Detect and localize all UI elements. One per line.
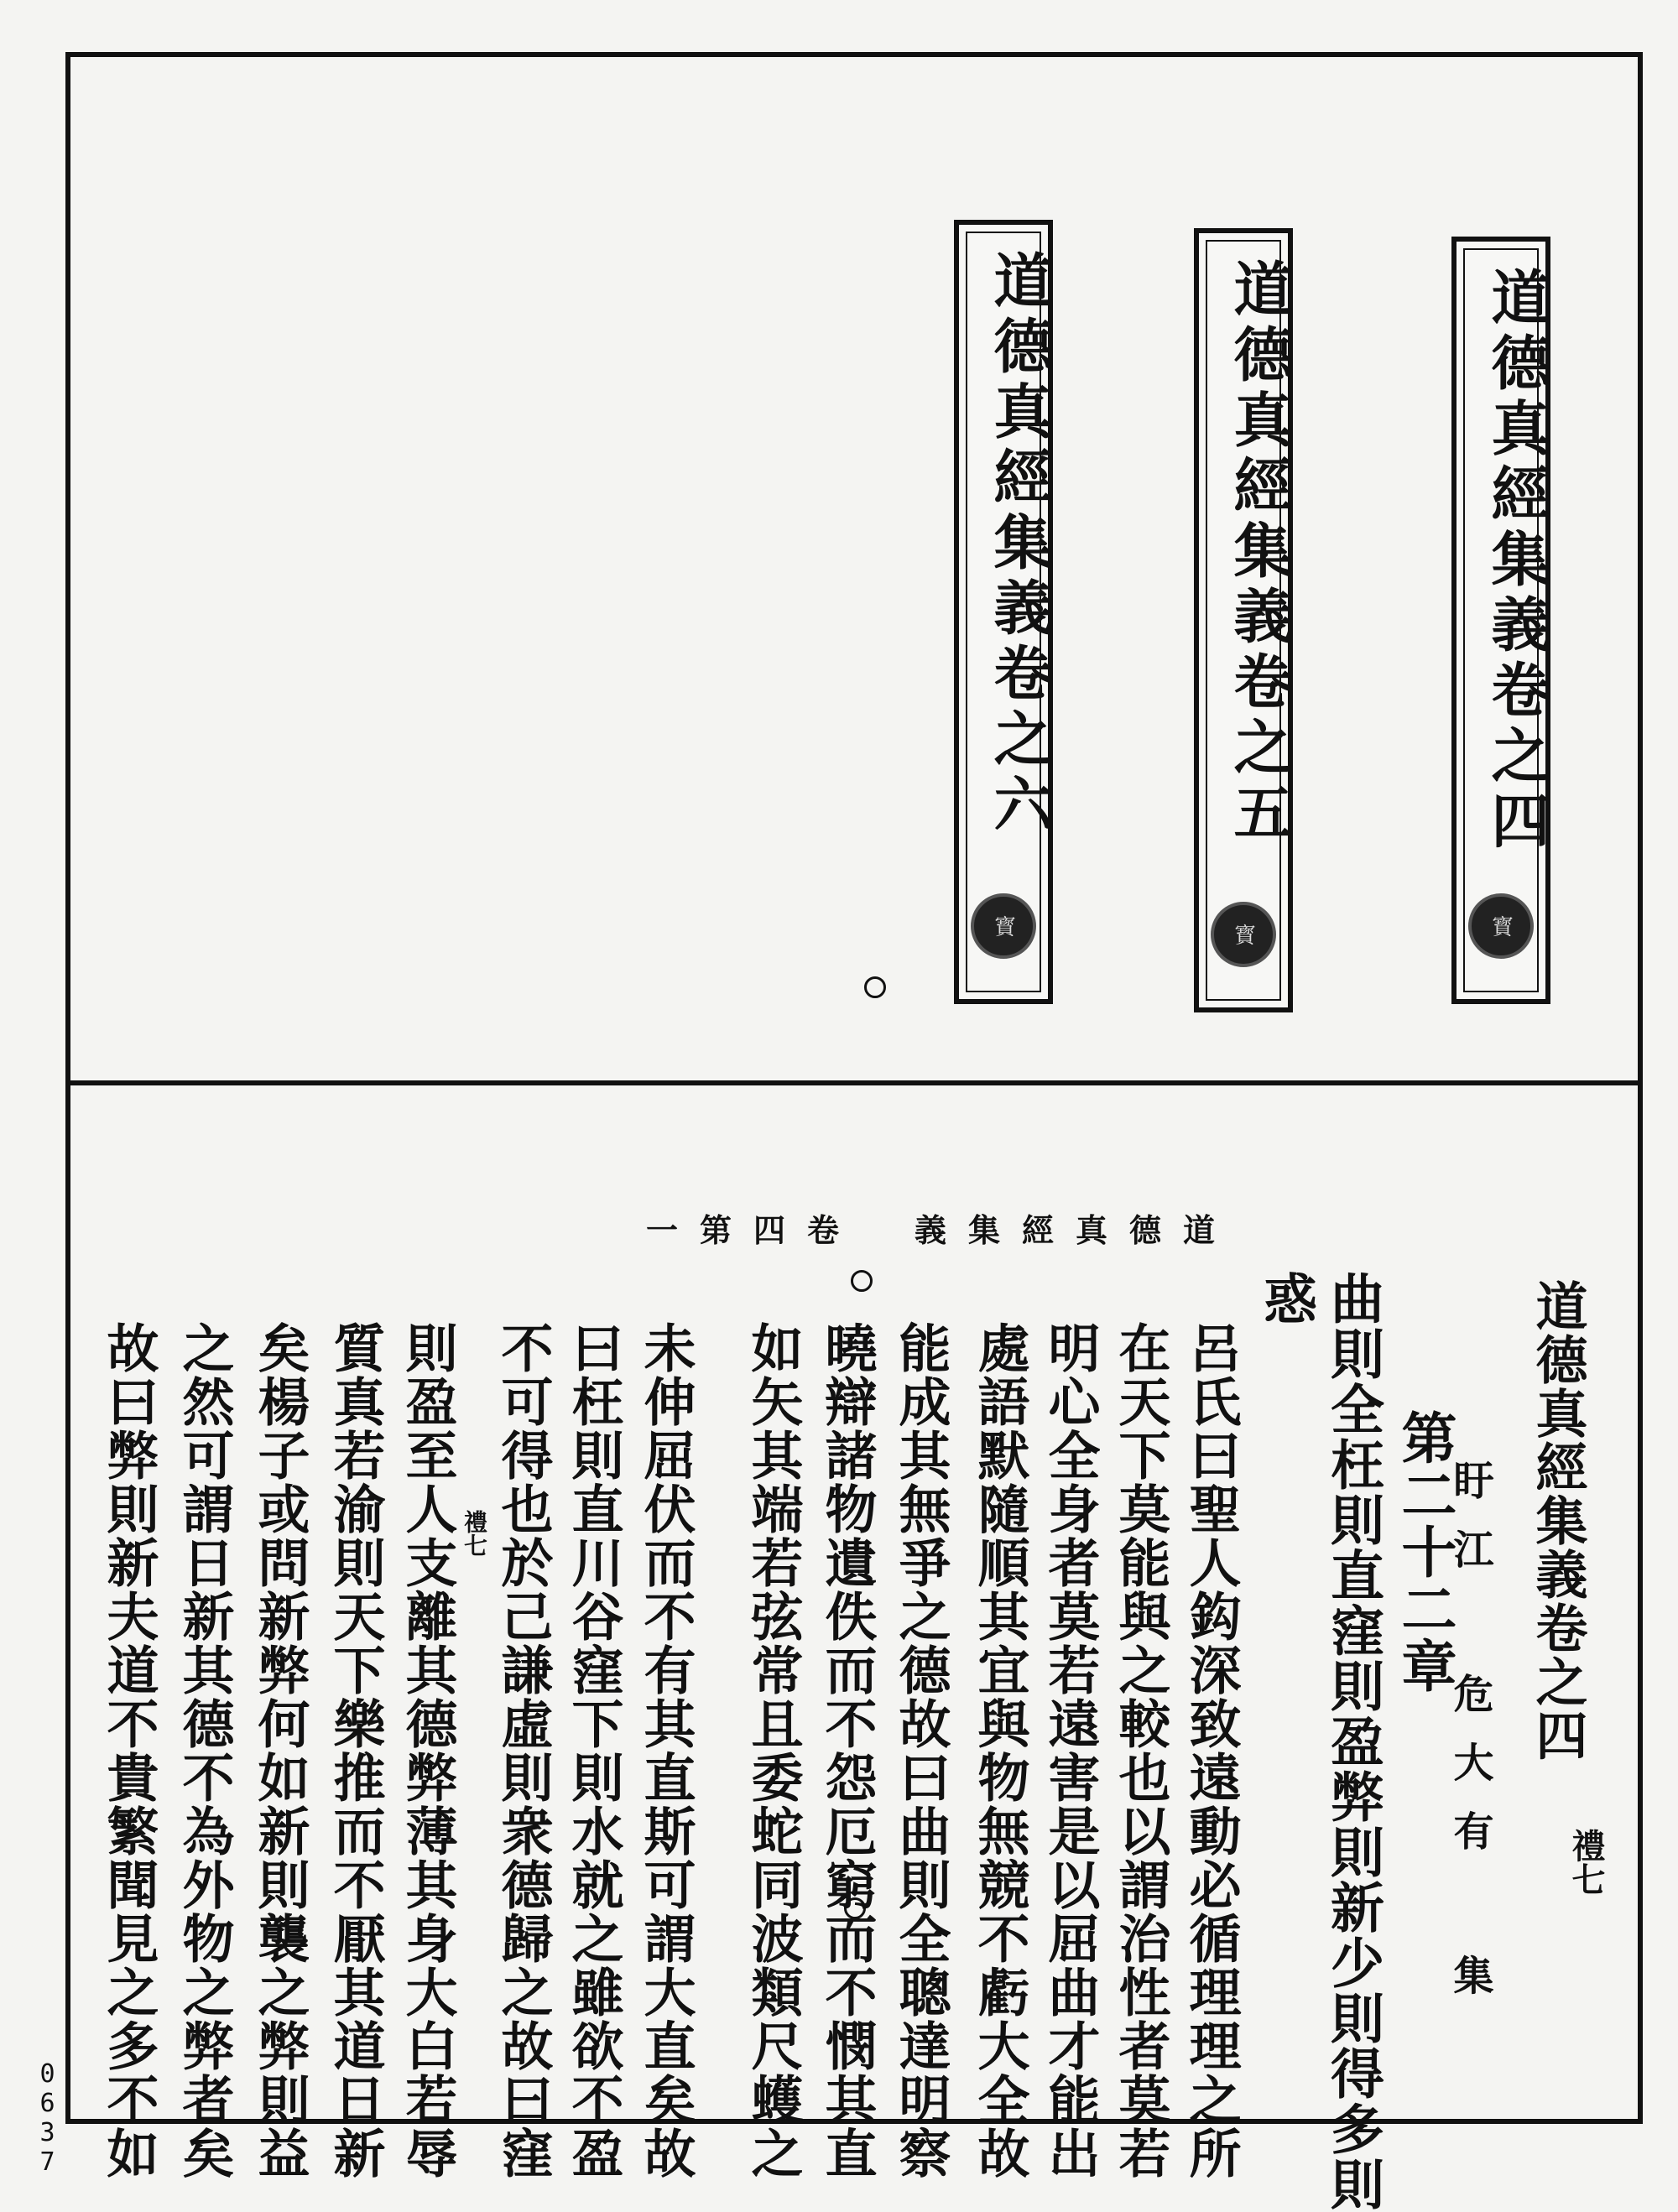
- commentary-line: 在天下莫能與之較也以謂治性者莫若: [1110, 1321, 1171, 2180]
- commentary-line: 明心全身者莫若遠害是以屈曲才能出: [1040, 1321, 1101, 2180]
- commentary-line: 未伸屈伏而不有其直斯可謂大直矣故: [635, 1321, 696, 2180]
- commentary-line: 矣楊子或問新弊何如新則襲之弊則益: [249, 1321, 310, 2180]
- commentary-line: 呂氏曰聖人鈎深致遠動必循理理之所: [1180, 1321, 1242, 2180]
- slip-title: 道德真經集義卷之四: [1482, 267, 1551, 856]
- binding-hole-icon: [851, 1270, 873, 1292]
- commentary-line: 處語默隨順其宜與物無競不虧大全故: [969, 1321, 1030, 2180]
- page-divider: [65, 1080, 1643, 1085]
- title-slip-vol6: [954, 220, 1053, 1004]
- scripture-text: 曲則全枉則直窪則盈弊則新少則得多則: [1321, 1271, 1384, 2212]
- seal-icon: 寳: [971, 893, 1036, 959]
- commentary-line: 故曰弊則新夫道不貴繁聞見之多不如: [98, 1321, 159, 2180]
- commentary-line: 則盈至人支離其德弊薄其身大白若辱: [397, 1321, 458, 2180]
- slip-title: 道德真經集義卷之五: [1224, 258, 1294, 847]
- commentary-line: 之然可謂日新其德不為外物之弊者矣: [174, 1321, 235, 2180]
- title-slip-vol5: [1194, 228, 1293, 1012]
- binding-hole-icon: [864, 976, 886, 998]
- title-slip-vol4: [1451, 237, 1550, 1004]
- commentary-line: 不可得也於己謙虛則衆德歸之故曰窪: [492, 1321, 554, 2180]
- commentary-line: 質真若渝則天下樂推而不厭其道日新: [325, 1321, 386, 2180]
- seal-icon: 寳: [1211, 902, 1276, 967]
- editor-line: 盱江 危大有 集: [1446, 1460, 1493, 2023]
- book-title: 道德真經集義卷之四: [1527, 1279, 1588, 1762]
- commentary-line: 能成其無爭之德故曰曲則全聰達明察: [890, 1321, 951, 2180]
- slip-title: 道德真經集義卷之六: [984, 250, 1054, 839]
- commentary-line: 曉辯諸物遺佚而不怨厄窮而不憫其直: [816, 1321, 878, 2180]
- seal-icon: 寳: [1468, 893, 1534, 959]
- volume-mark: 禮七: [1566, 1829, 1606, 1896]
- commentary-line: 如矢其端若弦常且委蛇同波類尺蠖之: [743, 1321, 804, 2180]
- scripture-text-end: 惑: [1254, 1271, 1317, 1326]
- margin-note: 禮七: [461, 1510, 488, 1557]
- running-header: 道德真經集義 卷四第一: [646, 1211, 1238, 1249]
- chapter-title: 第二十二章: [1392, 1409, 1457, 1694]
- commentary-line: 曰枉則直川谷窪下則水就之雖欲不盈: [563, 1321, 624, 2180]
- page-number: 0637: [33, 2059, 62, 2177]
